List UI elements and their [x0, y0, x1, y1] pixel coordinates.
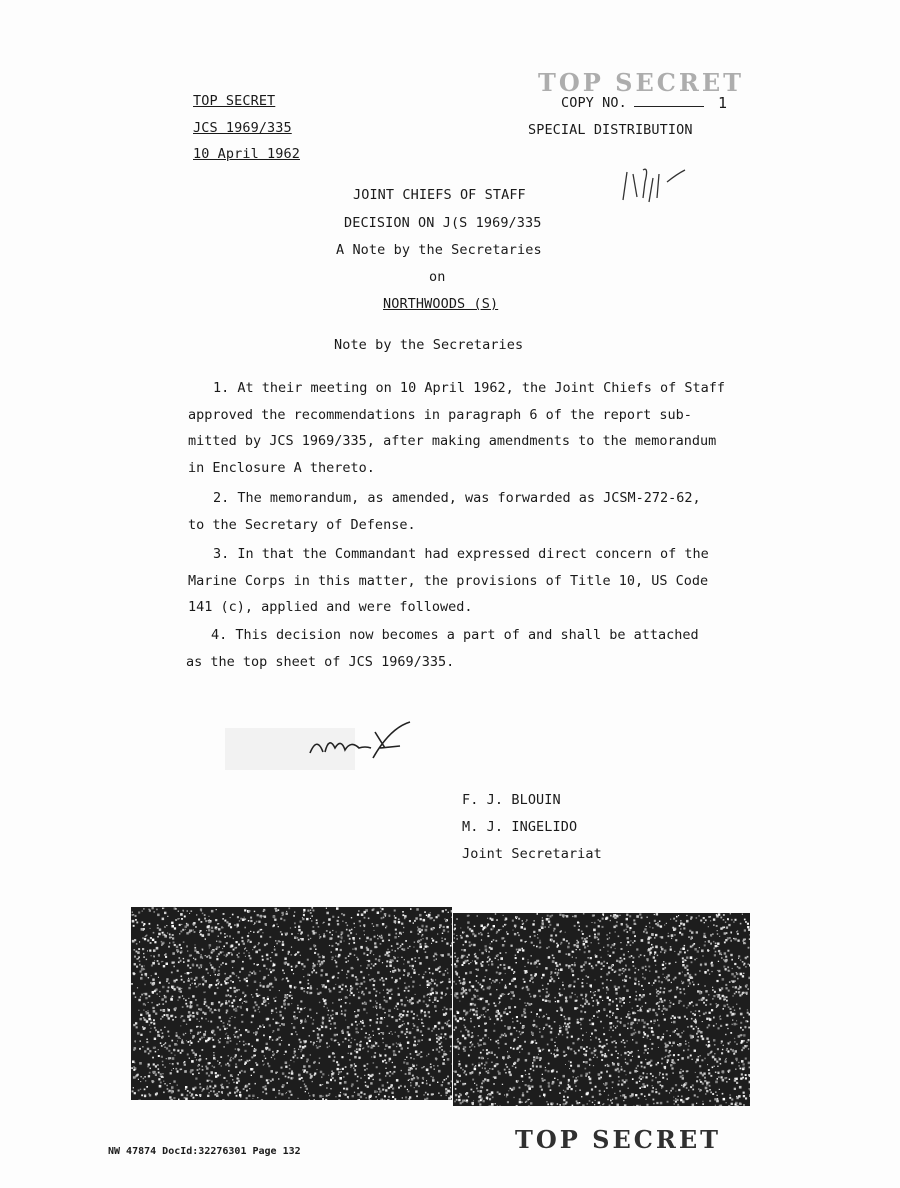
- paragraph-4-line-2: as the top sheet of JCS 1969/335.: [186, 653, 455, 670]
- document-number: JCS 1969/335: [193, 120, 292, 136]
- paragraph-2-line-2: to the Secretary of Defense.: [188, 516, 416, 533]
- redacted-image-right: [453, 913, 750, 1106]
- document-date: 10 April 1962: [193, 146, 300, 162]
- paragraph-1: [188, 375, 725, 481]
- paragraph-3-line-2: Marine Corps in this matter, the provisions of Title 10, US Code: [188, 572, 709, 589]
- footer-document-id: NW 47874 DocId:32276301 Page 132: [108, 1146, 301, 1157]
- paragraph-1-line-1: 1. At their meeting on 10 April 1962, the Joint Chiefs of Staff: [213, 380, 726, 396]
- paragraph-2: [188, 485, 701, 538]
- top-secret-stamp: TOP SECRET: [538, 68, 744, 97]
- signatory-1: F. J. BLOUIN: [462, 792, 561, 808]
- paragraph-4: [186, 622, 699, 675]
- copy-number: 1: [718, 94, 728, 112]
- paragraph-1-line-3: mitted by JCS 1969/335, after making amendments to the memorandum: [188, 433, 717, 449]
- distribution-label: SPECIAL DISTRIBUTION: [528, 122, 693, 138]
- footer-top-secret-stamp: TOP SECRET: [515, 1125, 721, 1154]
- paragraph-3: [188, 541, 709, 621]
- copy-number-line: [634, 106, 704, 107]
- paragraph-4-line-1: 4. This decision now becomes a part of and shall be attached: [211, 627, 699, 643]
- paragraph-3-line-1: 3. In that the Commandant had expressed direct concern of the: [213, 546, 709, 562]
- signatory-2: M. J. INGELIDO: [462, 819, 578, 835]
- paragraph-2-line-1: 2. The memorandum, as amended, was forwarded as JCSM-272-62,: [213, 490, 701, 506]
- handwritten-signature: [225, 718, 425, 773]
- note-heading: Note by the Secretaries: [334, 337, 524, 353]
- signatory-3: Joint Secretariat: [462, 846, 602, 862]
- paragraph-1-line-2: approved the recommendations in paragraph 6 of the report sub-: [188, 406, 692, 423]
- title-line-5: NORTHWOODS (S): [383, 296, 499, 312]
- paragraph-1-line-4: in Enclosure A thereto.: [188, 459, 375, 476]
- classification-label: TOP SECRET: [193, 93, 276, 109]
- title-line-4: on: [429, 269, 446, 285]
- title-line-2: DECISION ON J(S 1969/335: [344, 215, 542, 231]
- copy-label: COPY NO.: [561, 95, 627, 111]
- paragraph-3-line-3: 141 (c), applied and were followed.: [188, 599, 473, 615]
- handwritten-mark: [615, 152, 695, 207]
- title-line-3: A Note by the Secretaries: [336, 242, 542, 258]
- redacted-image-left: [131, 907, 452, 1100]
- title-line-1: JOINT CHIEFS OF STAFF: [353, 187, 526, 203]
